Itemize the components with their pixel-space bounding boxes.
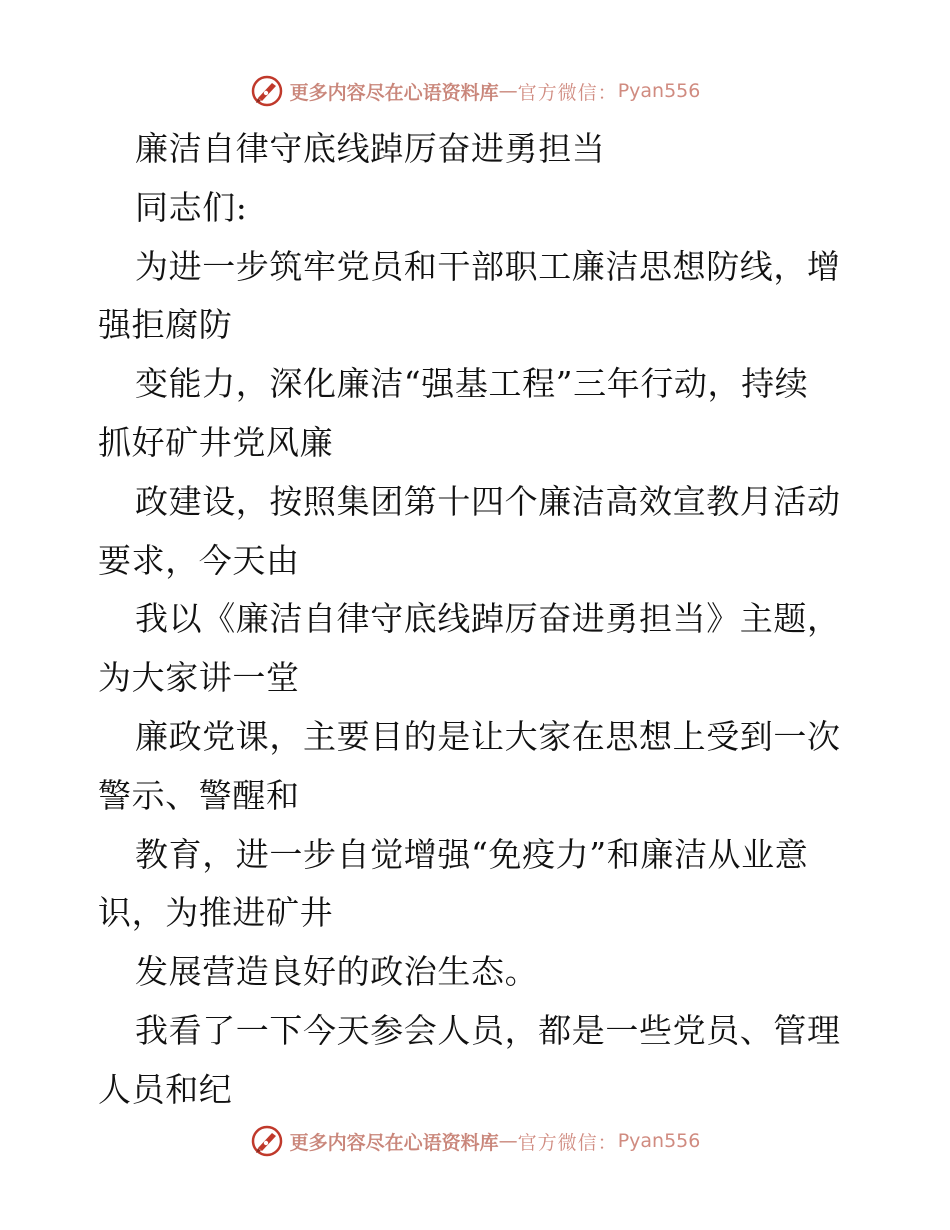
watermark-wechat-label: 官方微信：: [517, 1131, 618, 1154]
watermark-wechat-label: 官方微信：: [517, 81, 618, 104]
text-line: 发展营造良好的政治生态。: [135, 952, 539, 992]
text-line: 识，为推进矿井: [98, 893, 334, 933]
pen-logo-icon: [250, 1124, 284, 1158]
text-line: 要求，今天由: [98, 540, 300, 580]
text-line: 人员和纪: [98, 1069, 233, 1109]
footer-watermark: [0, 1124, 950, 1158]
text-line: 廉政党课，主要目的是让大家在思想上受到一次: [135, 716, 841, 756]
watermark-separator: —: [498, 1130, 518, 1152]
watermark-brand: 更多内容尽在心语资料库: [289, 1131, 499, 1154]
text-line: 教育，进一步自觉增强“免疫力”和廉洁从业意: [135, 834, 809, 874]
text-line: 政建设，按照集团第十四个廉洁高效宣教月活动: [135, 481, 841, 521]
pen-logo-icon: [250, 74, 284, 108]
watermark-wechat-id: Pyan556: [617, 80, 701, 102]
text-line: 变能力，深化廉洁“强基工程”三年行动，持续: [135, 364, 809, 404]
text-line: 我以《廉洁自律守底线踔厉奋进勇担当》主题，: [135, 599, 841, 639]
watermark-brand: 更多内容尽在心语资料库: [289, 81, 499, 104]
document-title: 廉洁自律守底线踔厉奋进勇担当: [135, 129, 606, 168]
text-line: 为大家讲一堂: [98, 658, 300, 698]
salutation: 同志们:: [135, 187, 248, 227]
text-line: 强拒腐防: [98, 305, 233, 345]
header-watermark: [0, 74, 950, 108]
document-body: [98, 120, 858, 1120]
watermark-separator: —: [498, 80, 518, 102]
text-line: 为进一步筑牢党员和干部职工廉洁思想防线，增: [135, 246, 841, 286]
watermark-wechat-id: Pyan556: [617, 1130, 701, 1152]
text-line: 抓好矿井党风廉: [98, 422, 334, 462]
text-line: 警示、警醒和: [98, 775, 300, 815]
text-line: 我看了一下今天参会人员，都是一些党员、管理: [135, 1010, 841, 1050]
